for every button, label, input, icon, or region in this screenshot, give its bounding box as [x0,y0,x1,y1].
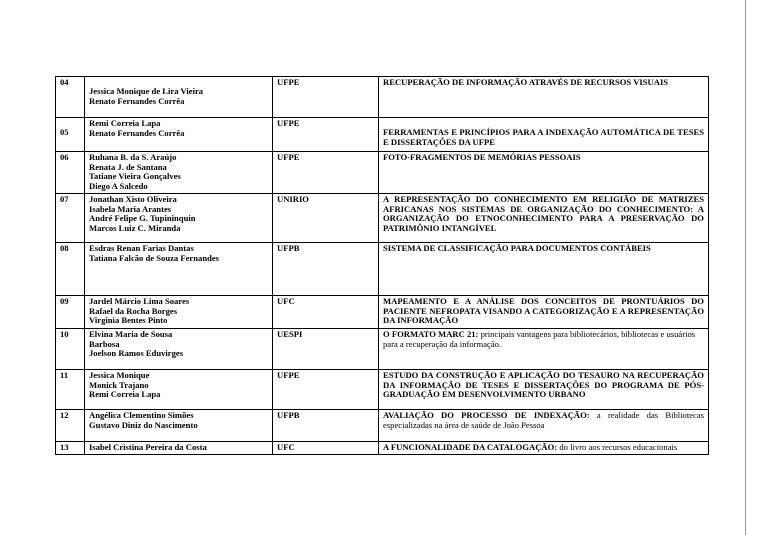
row-number: 04 [56,77,85,118]
authors-cell [85,329,273,370]
institution-cell: UFPB [273,243,379,296]
page-edge-line [745,0,746,535]
title-cell [379,194,709,243]
author-name: Ruhana B. da S. Araújo [89,152,177,162]
table-row [56,77,709,118]
work-title: A REPRESENTAÇÃO DO CONHECIMENTO EM RELIGIÃO DE MATRIZES AFRICANAS NOS SISTEMAS DE ORGANIZAÇÃO DO CONHECIMENTO: A ORGANIZAÇÃO DO ETNOCONHECIMENTO PARA A PRESERVAÇÃO DO PATRIMÔNIO INTANGÍVEL [383,194,704,233]
author-name: Elvina Maria de Sousa [89,329,173,339]
author-name: Angélica Clementino Simões [89,410,194,420]
institution-cell: UFC [273,296,379,329]
work-title: FOTO-FRAGMENTOS DE MEMÓRIAS PESSOAIS [383,152,581,162]
author-name: Gustavo Diniz do Nascimento [89,419,198,430]
work-title: ESTUDO DA CONSTRUÇÃO E APLICAÇÃO DO TESAURO NA RECUPERAÇÃO DA INFORMAÇÃO DE TESES E DISSERTAÇÕES DO PROGRAMA DE PÓS- GRADUAÇÃO EM DESENVOLVIMENTO URBANO [383,370,704,399]
row-number: 13 [56,442,85,455]
work-title: A FUNCIONALIDADE DA CATALOGAÇÃO: [383,442,558,452]
row-number: 05 [60,127,69,137]
title-cell [379,77,709,118]
table-row [56,118,709,152]
author-name: Remi Correia Lapa [89,389,161,399]
author-name: Tatiane Vieira Gonçalves [89,171,181,181]
author-name: Isabela Maria Arantes [89,203,172,214]
author-name: Isabel Cristina Pereira da Costa [89,442,207,452]
table-row [56,152,709,194]
row-number: 08 [56,243,85,296]
title-cell [379,118,709,152]
row-number: 10 [56,329,85,370]
title-cell [379,243,709,296]
title-cell [379,329,709,370]
author-name: Rafael da Rocha Borges [89,305,178,316]
records-table [55,76,709,455]
table-row [56,410,709,442]
author-name: Renato Fernandes Corrêa [89,95,185,106]
institution-cell: UFC [273,442,379,455]
institution-cell: UFPE [273,118,379,152]
work-subtitle: do livro aos recursos educacionais [559,442,678,452]
work-subtitle: principais vantagens para bibliotecários, bibliotecas e usuários para a recuperação da informação. [383,329,696,349]
work-title: MAPEAMENTO E A ANÁLISE DOS CONCEITOS DE PRONTUÁRIOS DO PACIENTE NEFROPATA VISANDO A CATEGORIZAÇÃO E A REPRESENTAÇÃO DA INFORMAÇÃO [383,296,704,325]
author-name: Jessica Monique [89,370,150,380]
author-name: Diego A Salcedo [89,180,148,191]
authors-cell [85,370,273,410]
title-cell [379,442,709,455]
institution-cell: UNIRIO [273,194,379,243]
work-subtitle: a realidade das Bibliotecas especializadas na área de saúde de João Pessoa [383,410,705,430]
table-row [56,442,709,455]
work-title: RECUPERAÇÃO DE INFORMAÇÃO ATRAVÉS DE RECURSOS VISUAIS [383,77,669,87]
institution-cell: UFPB [273,410,379,442]
institution-cell: UFPE [273,152,379,194]
table-row [56,329,709,370]
authors-cell [85,118,273,152]
row-number: 09 [56,296,85,329]
work-title: FERRAMENTAS E PRINCÍPIOS PARA A INDEXAÇÃO AUTOMÁTICA DE TESES E DISSERTAÇÕES DA UFPE [383,127,704,147]
table-row [56,296,709,329]
authors-cell [85,442,273,455]
authors-cell [85,77,273,118]
author-name: Renato Fernandes Corrêa [89,127,185,138]
institution-cell: UFPE [273,77,379,118]
row-number: 06 [56,152,85,194]
authors-cell [85,194,273,243]
title-cell [379,410,709,442]
author-name: Barbosa [89,338,120,349]
authors-cell [85,296,273,329]
row-number: 11 [56,370,85,410]
table-row [56,370,709,410]
author-name: Joelson Ramos Eduvirges [89,348,184,358]
author-name: Esdras Renan Farias Dantas [89,243,194,253]
title-cell [379,152,709,194]
work-title: AVALIAÇÃO DO PROCESSO DE INDEXAÇÃO: [383,410,590,420]
institution-cell: UFPE [273,370,379,410]
row-number-cell [56,118,85,152]
title-cell [379,296,709,329]
author-name: Jessica Monique de Lira Vieira [89,86,204,96]
work-title: O FORMATO MARC 21: [383,329,479,339]
author-name: Monick Trajano [89,379,149,390]
author-name: Remi Correia Lapa [89,118,161,128]
authors-cell [85,243,273,296]
row-number: 07 [56,194,85,243]
authors-cell [85,410,273,442]
work-title: SISTEMA DE CLASSIFICAÇÃO PARA DOCUMENTOS CONTÁBEIS [383,243,651,253]
author-name: Tatiana Falcão de Souza Fernandes [89,252,220,263]
author-name: Renata J. de Santana [89,161,167,172]
author-name: Marcos Luiz C. Miranda [89,222,181,233]
row-number: 12 [56,410,85,442]
author-name: Jonathan Xisto Oliveira [89,194,177,204]
author-name: Jardel Márcio Lima Soares [89,296,190,306]
table-row [56,243,709,296]
authors-cell [85,152,273,194]
author-name: Virginia Bentes Pinto [89,315,168,325]
table-row [56,194,709,243]
title-cell [379,370,709,410]
author-name: André Felipe G. Tupininquin [89,213,196,223]
institution-cell: UESPI [273,329,379,370]
